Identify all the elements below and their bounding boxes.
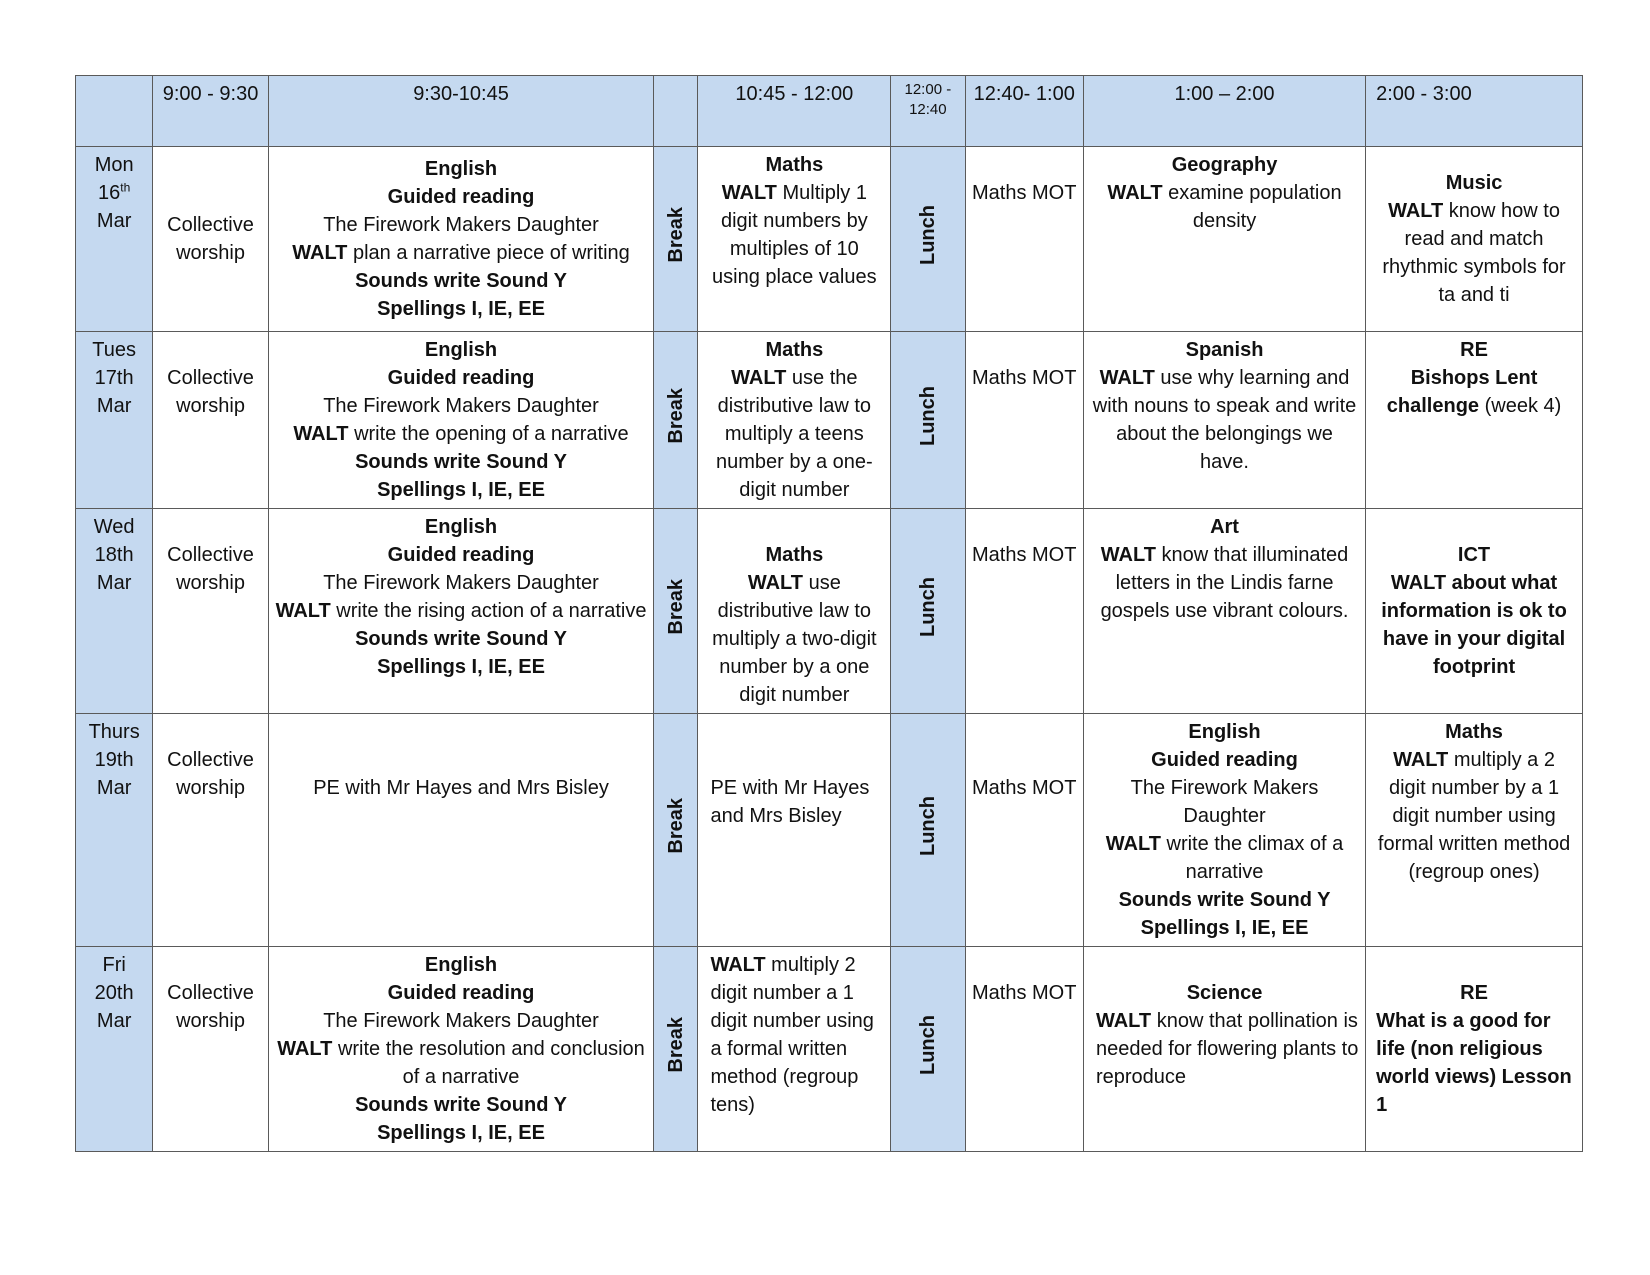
afternoon-cell-1	[1083, 332, 1365, 509]
worship-cell: Collective worship	[153, 714, 268, 947]
walt-label: WALT	[1100, 544, 1156, 566]
day-date: 16	[98, 182, 121, 204]
walt-label: WALT	[1095, 1010, 1152, 1032]
english-cell	[268, 332, 654, 509]
worship-cell: Collective worship	[153, 509, 268, 714]
table-row	[76, 947, 1583, 1152]
subject-title: Science	[1186, 982, 1263, 1004]
walt-text: write the rising action of a narrative	[330, 600, 647, 622]
walt-label: WALT	[1388, 200, 1444, 222]
subject-title: English	[424, 339, 498, 361]
subject-title: English	[424, 516, 498, 538]
afternoon-cell-2	[1366, 947, 1583, 1152]
maths-cell	[698, 947, 891, 1152]
subject-line: Guided reading	[387, 367, 535, 389]
subject-title: Geography	[1171, 154, 1278, 176]
lunch-cell	[891, 714, 965, 947]
sounds-line: Sounds write Sound Y	[355, 270, 567, 292]
mot-cell: Maths MOT	[965, 147, 1083, 332]
mot-cell: Maths MOT	[965, 947, 1083, 1152]
header-corner	[76, 76, 153, 147]
break-cell	[654, 947, 698, 1152]
pe-cell-late: PE with Mr Hayes and Mrs Bisley	[698, 714, 891, 947]
lunch-cell	[891, 332, 965, 509]
header-time-1: 9:00 - 9:30	[153, 76, 268, 147]
lunch-label: Lunch	[916, 1015, 939, 1075]
header-time-4: 12:00 - 12:40	[891, 76, 965, 147]
walt-label: WALT	[1107, 182, 1163, 204]
walt-label: WALT	[747, 572, 804, 594]
lunch-cell	[891, 947, 965, 1152]
day-month: Mar	[96, 210, 132, 232]
subject-title: RE	[1460, 339, 1488, 361]
afternoon-cell-1	[1083, 947, 1365, 1152]
subject-title: Art	[1210, 516, 1239, 538]
subject-title: RE	[1460, 982, 1488, 1004]
afternoon-cell-1	[1083, 147, 1365, 332]
header-time-7: 2:00 - 3:00	[1366, 76, 1583, 147]
lunch-label: Lunch	[916, 205, 939, 265]
subject-detail-bold: Bishops Lent challenge	[1386, 367, 1538, 417]
sounds-line: Sounds write Sound Y	[355, 451, 567, 473]
worship-cell: Collective worship	[153, 147, 268, 332]
walt-label: WALT	[275, 600, 331, 622]
subject-title: English	[424, 158, 498, 180]
mot-cell: Maths MOT	[965, 714, 1083, 947]
walt-text: multiply 2 digit number a 1 digit number using a formal written method (regroup tens)	[710, 954, 874, 1116]
lunch-cell	[891, 509, 965, 714]
lunch-label: Lunch	[916, 577, 939, 637]
walt-label: WALT	[293, 423, 349, 445]
spellings-line: Spellings I, IE, EE	[377, 656, 545, 678]
header-time-2: 9:30-10:45	[268, 76, 654, 147]
subject-line: Guided reading	[387, 186, 535, 208]
subject-title: Maths	[765, 339, 824, 361]
book-title: The Firework Makers Daughter	[1130, 777, 1319, 827]
break-cell	[654, 714, 698, 947]
mot-cell: Maths MOT	[965, 332, 1083, 509]
subject-title: Maths	[765, 544, 824, 566]
break-cell	[654, 147, 698, 332]
book-title: The Firework Makers Daughter	[323, 1010, 599, 1032]
walt-text: know that pollination is needed for flowering plants to reproduce	[1095, 1010, 1359, 1088]
walt-text: use the distributive law to multiply a teens number by a one-digit number	[715, 367, 873, 501]
subject-line: Guided reading	[387, 982, 535, 1004]
english-cell	[268, 947, 654, 1152]
english-cell	[268, 147, 654, 332]
lunch-label: Lunch	[916, 796, 939, 856]
subject-title: Maths	[1445, 721, 1503, 743]
day-cell	[76, 947, 153, 1152]
day-cell	[76, 509, 153, 714]
day-date: 19th	[94, 749, 134, 771]
day-month: Mar	[96, 572, 132, 594]
table-row	[76, 332, 1583, 509]
walt-text: Multiply 1 digit numbers by multiples of 10 using place values	[712, 182, 877, 288]
spellings-line: Spellings I, IE, EE	[377, 479, 545, 501]
subject-title: Maths	[765, 154, 824, 176]
spellings-line: Spellings I, IE, EE	[377, 298, 545, 320]
day-cell	[76, 332, 153, 509]
walt-label: WALT	[1099, 367, 1155, 389]
walt-text: know how to read and match rhythmic symbols for ta and ti	[1382, 200, 1566, 306]
english-cell	[268, 509, 654, 714]
spellings-line: Spellings I, IE, EE	[1140, 917, 1309, 939]
walt-label: WALT	[292, 242, 348, 264]
subject-line: Guided reading	[387, 544, 535, 566]
walt-text: use distributive law to multiply a two-digit number by a one digit number	[712, 572, 877, 706]
day-date: 18th	[94, 544, 134, 566]
day-date: 17th	[94, 367, 134, 389]
walt-label: WALT	[710, 954, 766, 976]
lunch-cell	[891, 147, 965, 332]
subject-detail-bold: What is a good for life (non religious world views) Lesson 1	[1376, 1010, 1572, 1116]
day-cell	[76, 714, 153, 947]
table-row	[76, 147, 1583, 332]
subject-line: Guided reading	[1151, 749, 1298, 771]
subject-title: ICT	[1457, 544, 1491, 566]
walt-label: WALT	[1393, 749, 1449, 771]
worship-cell: Collective worship	[153, 332, 268, 509]
subject-detail-bold: WALT about what information is ok to have in your digital footprint	[1381, 572, 1567, 678]
table-row	[76, 509, 1583, 714]
walt-text: multiply a 2 digit number by a 1 digit number using formal written method (regroup ones)	[1377, 749, 1571, 883]
walt-text: write the opening of a narrative	[348, 423, 629, 445]
subject-title: Spanish	[1185, 339, 1264, 361]
book-title: The Firework Makers Daughter	[323, 572, 599, 594]
break-cell	[654, 332, 698, 509]
day-month: Mar	[96, 1010, 132, 1032]
sounds-line: Sounds write Sound Y	[1118, 889, 1331, 911]
break-label: Break	[664, 207, 687, 263]
break-label: Break	[664, 579, 687, 635]
afternoon-cell-2	[1366, 332, 1583, 509]
sounds-line: Sounds write Sound Y	[355, 628, 567, 650]
break-label: Break	[664, 388, 687, 444]
header-break-col	[654, 76, 698, 147]
afternoon-cell-1	[1083, 714, 1365, 947]
header-time-6: 1:00 – 2:00	[1083, 76, 1365, 147]
walt-label: WALT	[721, 182, 777, 204]
maths-cell	[698, 332, 891, 509]
walt-text: write the resolution and conclusion of a narrative	[332, 1038, 645, 1088]
worship-cell: Collective worship	[153, 947, 268, 1152]
day-month: Mar	[96, 777, 132, 799]
book-title: The Firework Makers Daughter	[323, 395, 599, 417]
table-row	[76, 714, 1583, 947]
mot-cell: Maths MOT	[965, 509, 1083, 714]
subject-title: Music	[1445, 172, 1503, 194]
maths-cell	[698, 509, 891, 714]
day-name: Fri	[102, 954, 126, 976]
subject-title: English	[424, 954, 498, 976]
day-cell	[76, 147, 153, 332]
timetable	[75, 75, 1583, 1152]
spellings-line: Spellings I, IE, EE	[377, 1122, 545, 1144]
break-cell	[654, 509, 698, 714]
day-name: Tues	[92, 339, 137, 361]
walt-text: know that illuminated letters in the Lindis farne gospels use vibrant colours.	[1100, 544, 1349, 622]
walt-label: WALT	[277, 1038, 333, 1060]
pe-cell: PE with Mr Hayes and Mrs Bisley	[268, 714, 654, 947]
walt-label: WALT	[731, 367, 787, 389]
day-date-suffix: th	[120, 180, 131, 195]
walt-label: WALT	[1105, 833, 1161, 855]
day-month: Mar	[96, 395, 132, 417]
afternoon-cell-2	[1366, 147, 1583, 332]
afternoon-cell-1	[1083, 509, 1365, 714]
walt-text: write the climax of a narrative	[1160, 833, 1344, 883]
sounds-line: Sounds write Sound Y	[355, 1094, 567, 1116]
afternoon-cell-2	[1366, 509, 1583, 714]
header-time-5: 12:40- 1:00	[965, 76, 1083, 147]
walt-text: plan a narrative piece of writing	[347, 242, 630, 264]
walt-text: use why learning and with nouns to speak and write about the belongings we have.	[1092, 367, 1357, 473]
day-name: Thurs	[88, 721, 140, 743]
break-label: Break	[664, 798, 687, 854]
book-title: The Firework Makers Daughter	[323, 214, 599, 236]
maths-cell	[698, 147, 891, 332]
header-row	[76, 76, 1583, 147]
afternoon-cell-2	[1366, 714, 1583, 947]
lunch-label: Lunch	[916, 386, 939, 446]
break-label: Break	[664, 1017, 687, 1073]
subject-detail: (week 4)	[1479, 395, 1562, 417]
walt-text: examine population density	[1162, 182, 1342, 232]
header-time-3: 10:45 - 12:00	[698, 76, 891, 147]
subject-title: English	[1188, 721, 1261, 743]
day-date: 20th	[94, 982, 134, 1004]
day-name: Wed	[93, 516, 135, 538]
day-name: Mon	[94, 154, 134, 176]
